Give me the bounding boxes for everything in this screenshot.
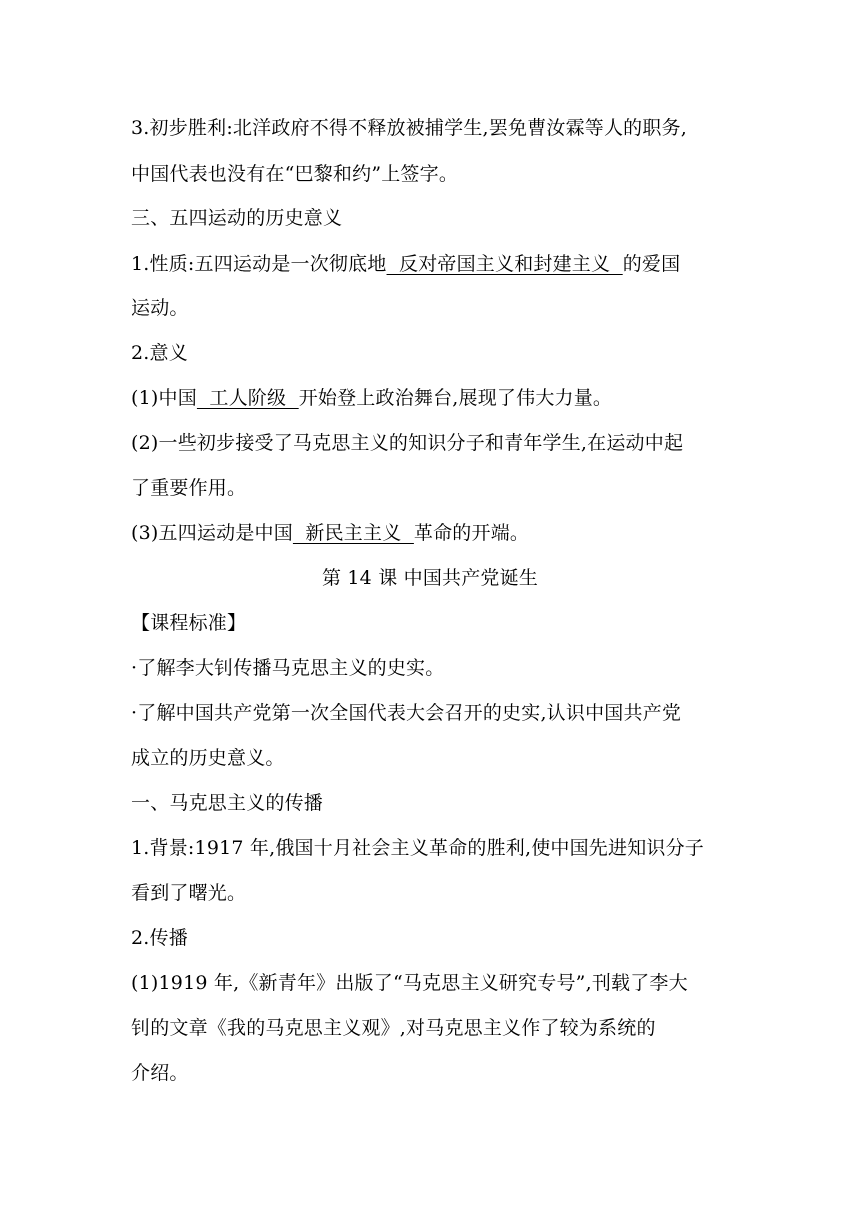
text-segment: 的爱国 — [622, 253, 681, 275]
subsection-heading: 2.传播 — [131, 927, 188, 949]
section-heading: 【课程标准】 — [131, 612, 247, 634]
text-line: 中国代表也没有在“巴黎和约”上签字。 — [131, 163, 459, 185]
text-line — [131, 384, 731, 412]
text-segment: (1)中国 — [131, 387, 197, 409]
section-heading: 三、五四运动的历史意义 — [131, 207, 343, 229]
answer-blank: 新民主主义 — [292, 522, 414, 544]
text-line: 运动。 — [131, 297, 189, 319]
text-line: 3.初步胜利:北洋政府不得不释放被捕学生,罢免曹汝霖等人的职务, — [131, 117, 688, 139]
text-segment: (3)五四运动是中国 — [131, 522, 293, 544]
text-line: (1)1919 年,《新青年》出版了“马克思主义研究专号”,刊载了李大 — [131, 972, 688, 994]
text-line: (2)一些初步接受了马克思主义的知识分子和青年学生,在运动中起 — [131, 432, 684, 454]
answer-blank: 反对帝国主义和封建主义 — [386, 253, 623, 275]
subsection-heading: 2.意义 — [131, 342, 188, 364]
answer-blank: 工人阶级 — [196, 387, 299, 409]
text-line — [131, 250, 731, 278]
bullet-item: ·了解中国共产党第一次全国代表大会召开的史实,认识中国共产党 — [131, 702, 682, 724]
text-line: 钊的文章《我的马克思主义观》,对马克思主义作了较为系统的 — [131, 1017, 656, 1039]
text-segment: 开始登上政治舞台,展现了伟大力量。 — [298, 387, 613, 409]
text-line: 成立的历史意义。 — [131, 747, 285, 769]
text-line: 看到了曙光。 — [131, 882, 247, 904]
lesson-title: 第 14 课 中国共产党诞生 — [321, 567, 539, 589]
text-line: 1.背景:1917 年,俄国十月社会主义革命的胜利,使中国先进知识分子 — [131, 837, 705, 859]
text-segment: 革命的开端。 — [413, 522, 530, 544]
text-segment: 1.性质:五四运动是一次彻底地 — [131, 253, 387, 275]
section-heading: 一、马克思主义的传播 — [131, 792, 324, 814]
text-line: 介绍。 — [131, 1062, 189, 1084]
text-line — [131, 519, 731, 547]
text-line: 了重要作用。 — [131, 477, 247, 499]
bullet-item: ·了解李大钊传播马克思主义的史实。 — [131, 657, 445, 679]
